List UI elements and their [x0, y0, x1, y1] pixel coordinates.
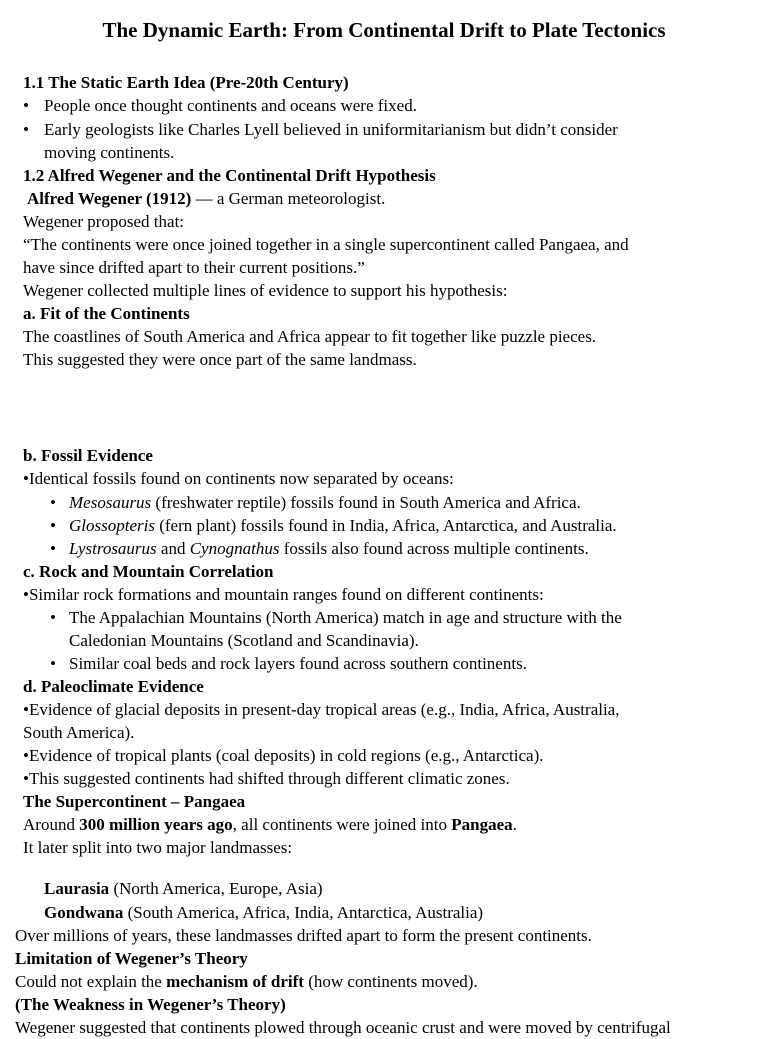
bullet-marker: •	[23, 96, 29, 115]
rock-intro: •Similar rock formations and mountain ranges found on different continents:	[23, 585, 544, 604]
fossil-glossopteris: Glossopteris (fern plant) fossils found in India, Africa, Antarctica, and Australia.	[69, 516, 617, 535]
bullet-static-earth-2-cont: moving continents.	[44, 143, 175, 162]
bullet-marker: •	[50, 539, 56, 558]
pangaea-around: Around 300 million years ago, all continents were joined into Pangaea.	[23, 815, 517, 834]
bullet-marker: •	[50, 654, 56, 673]
rock-appalachian-line-1: The Appalachian Mountains (North America) match in age and structure with the	[69, 608, 622, 627]
fossil-lystrosaurus: Lystrosaurus and Cynognathus fossils also found across multiple continents.	[69, 539, 589, 558]
fossil-intro: •Identical fossils found on continents now separated by oceans:	[23, 469, 454, 488]
heading-fossil-evidence: b. Fossil Evidence	[23, 446, 153, 465]
weakness-cut-line: Wegener suggested that continents plowed through oceanic crust and were moved by centrifugal	[15, 1018, 671, 1037]
document-title: The Dynamic Earth: From Continental Drift to Plate Tectonics	[102, 18, 666, 42]
landmass-gondwana: Gondwana (South America, Africa, India, Antarctica, Australia)	[44, 903, 484, 922]
section-heading-1-2: 1.2 Alfred Wegener and the Continental Drift Hypothesis	[23, 166, 436, 185]
heading-limitation: Limitation of Wegener’s Theory	[15, 949, 248, 968]
paleoclimate-line-1: •Evidence of glacial deposits in present-day tropical areas (e.g., India, Africa, Australia,	[23, 700, 620, 719]
fit-text-line-1: The coastlines of South America and Africa appear to fit together like puzzle pieces.	[23, 327, 597, 346]
heading-rock-correlation: c. Rock and Mountain Correlation	[23, 562, 274, 581]
bullet-static-earth-2: Early geologists like Charles Lyell believed in uniformitarianism but didn’t consider	[44, 120, 618, 139]
paleoclimate-line-2: South America).	[23, 723, 135, 742]
section-heading-1-1: 1.1 The Static Earth Idea (Pre-20th Century)	[23, 73, 349, 92]
fit-text-line-2: This suggested they were once part of the same landmass.	[23, 350, 417, 369]
pangaea-quote-line-1: “The continents were once joined together in a single supercontinent called Pangaea, and	[23, 235, 629, 254]
rock-appalachian-line-2: Caledonian Mountains (Scotland and Scandinavia).	[69, 631, 419, 650]
wegener-proposed: Wegener proposed that:	[23, 212, 185, 231]
heading-paleoclimate: d. Paleoclimate Evidence	[23, 677, 204, 696]
pangaea-drifted: Over millions of years, these landmasses drifted apart to form the present continents.	[15, 926, 592, 945]
fossil-mesosaurus: Mesosaurus (freshwater reptile) fossils found in South America and Africa.	[69, 493, 581, 512]
heading-weakness: (The Weakness in Wegener’s Theory)	[15, 995, 286, 1014]
bullet-marker: •	[50, 516, 56, 535]
landmass-laurasia: Laurasia (North America, Europe, Asia)	[44, 879, 323, 898]
evidence-intro: Wegener collected multiple lines of evidence to support his hypothesis:	[23, 281, 508, 300]
limitation-mechanism: Could not explain the mechanism of drift (how continents moved).	[15, 972, 478, 991]
heading-fit-of-continents: a. Fit of the Continents	[23, 304, 190, 323]
pangaea-split: It later split into two major landmasses:	[23, 838, 293, 857]
pangaea-quote-line-2: have since drifted apart to their current positions.”	[23, 258, 365, 277]
paleoclimate-line-4: •This suggested continents had shifted through different climatic zones.	[23, 769, 510, 788]
rock-coal-beds: Similar coal beds and rock layers found across southern continents.	[69, 654, 527, 673]
heading-pangaea: The Supercontinent – Pangaea	[23, 792, 246, 811]
bullet-marker: •	[23, 120, 29, 139]
wegener-intro: Alfred Wegener (1912) — a German meteorologist.	[27, 189, 386, 208]
paleoclimate-line-3: •Evidence of tropical plants (coal deposits) in cold regions (e.g., Antarctica).	[23, 746, 544, 765]
bullet-marker: •	[50, 608, 56, 627]
bullet-static-earth-1: People once thought continents and oceans were fixed.	[44, 96, 417, 115]
bullet-marker: •	[50, 493, 56, 512]
